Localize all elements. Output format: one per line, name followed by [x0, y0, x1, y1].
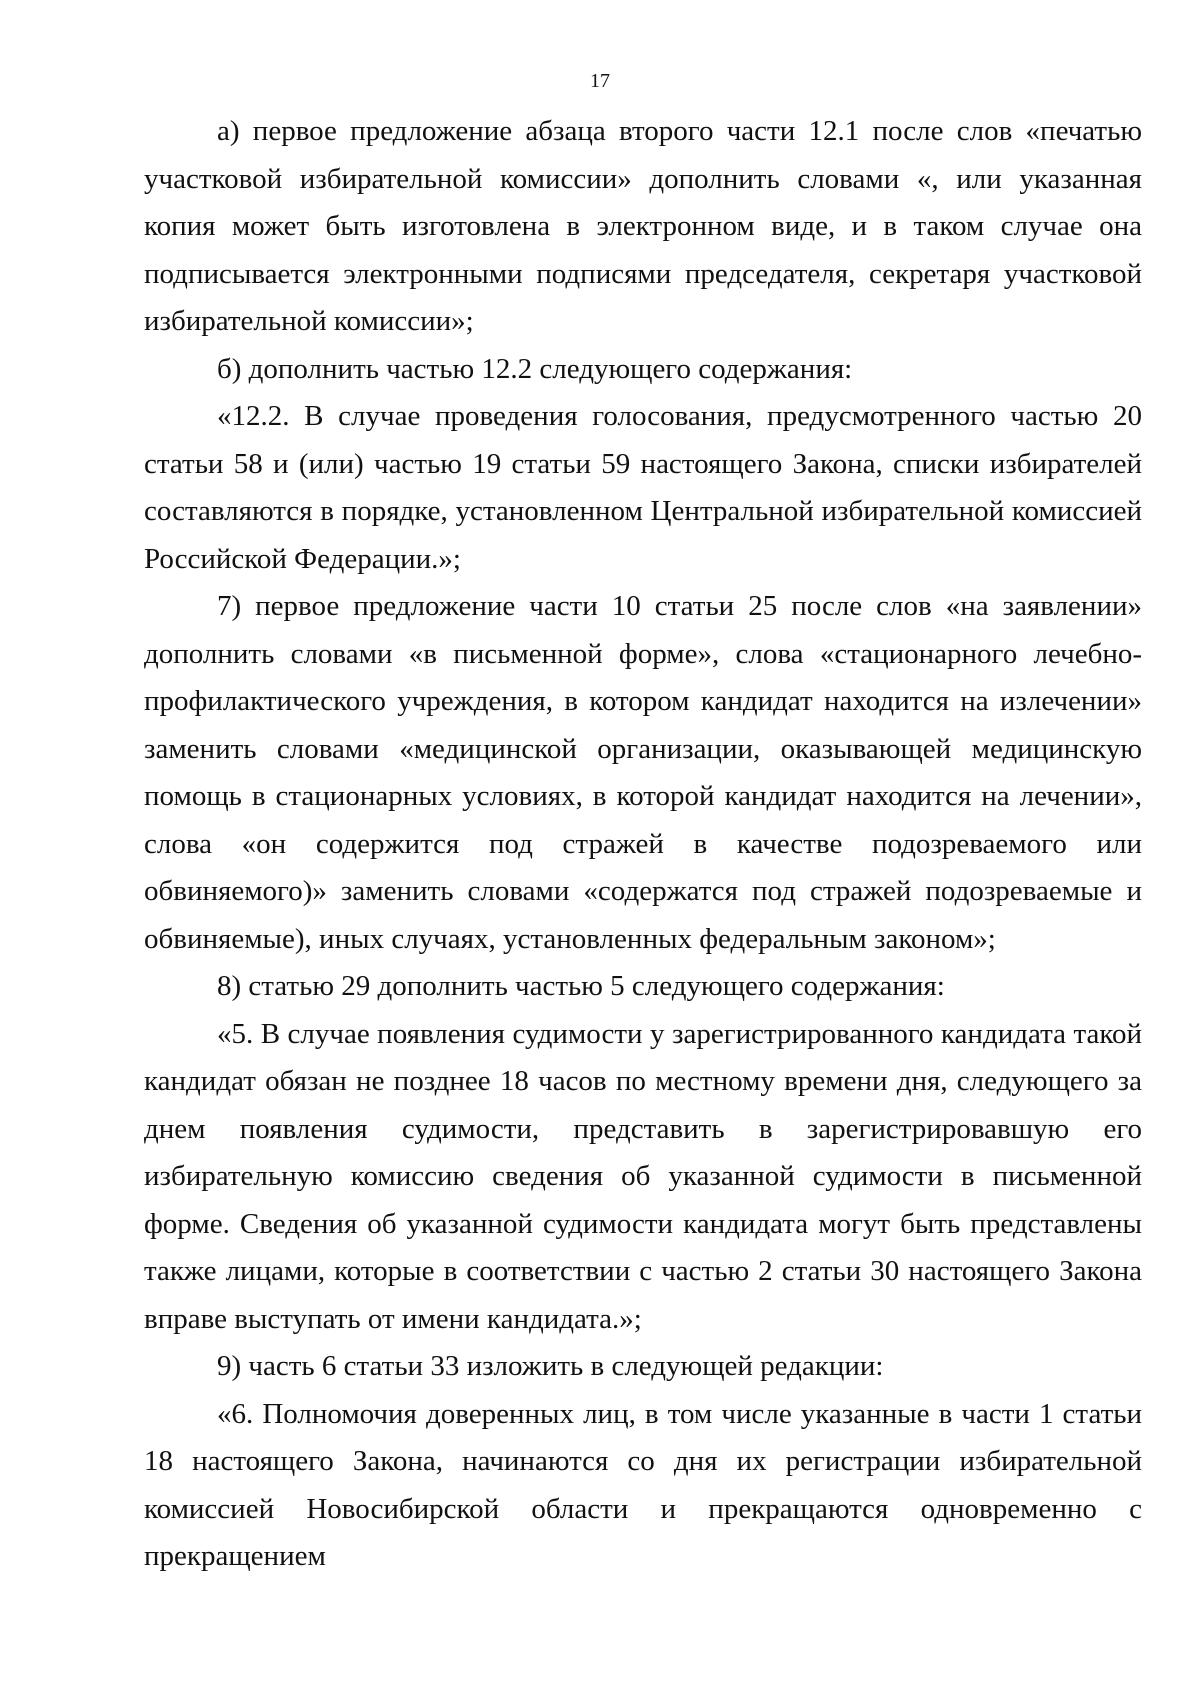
paragraph-b-amendment: б) дополнить частью 12.2 следующего содержания:: [217, 352, 853, 385]
paragraph-part-12-2: «12.2. В случае проведения голосования, предусмотренного частью 20 статьи 58 и (или) частью 19 статьи 59 настоящего Закона, списки избирателей составляются в порядке, установленном Центральной избирательной комиссией Российской Федерации.»;: [144, 400, 1142, 575]
paragraph-item-7: 7) первое предложение части 10 статьи 25 после слов «на заявлении» дополнить словами «в письменной форме», слова «стационарного лечебно-профилактического учреждения, в котором кандидат находится на излечении» заменить словами «медицинской организации, оказывающей медицинскую помощь в стационарных условиях, в которой кандидат находится на лечении», слова «он содержится под стражей в качестве подозреваемого или обвиняемого)» заменить словами «содержатся под стражей подозреваемые и обвиняемые), иных случаях, установленных федеральным законом»;: [144, 590, 1142, 955]
paragraph-item-9: 9) часть 6 статьи 33 изложить в следующей редакции:: [217, 1350, 884, 1382]
page-number: 17: [590, 70, 610, 92]
document-body: [144, 108, 1142, 1581]
paragraph-a-amendment: а) первое предложение абзаца второго части 12.1 после слов «печатью участковой избирательной комиссии» дополнить словами «, или указанная копия может быть изготовлена в электронном виде, и в таком случае она подписывается электронными подписями председателя, секретаря участковой избирательной комиссии»;: [144, 115, 1142, 337]
paragraph-part-6: «6. Полномочия доверенных лиц, в том числе указанные в части 1 статьи 18 настоящего Закона, начинаются со дня их регистрации избирательной комиссией Новосибирской области и прекращаются одновременно с прекращением: [144, 1397, 1142, 1572]
paragraph-part-5: «5. В случае появления судимости у зарегистрированного кандидата такой кандидат обязан не позднее 18 часов по местному времени дня, следующего за днем появления судимости, представить в зарегистрировавшую его избирательную комиссию сведения об указанной судимости в письменной форме. Сведения об указанной судимости кандидата могут быть представлены также лицами, которые в соответствии с частью 2 статьи 30 настоящего Закона вправе выступать от имени кандидата.»;: [144, 1017, 1142, 1335]
paragraph-item-8: 8) статью 29 дополнить частью 5 следующего содержания:: [217, 970, 945, 1002]
